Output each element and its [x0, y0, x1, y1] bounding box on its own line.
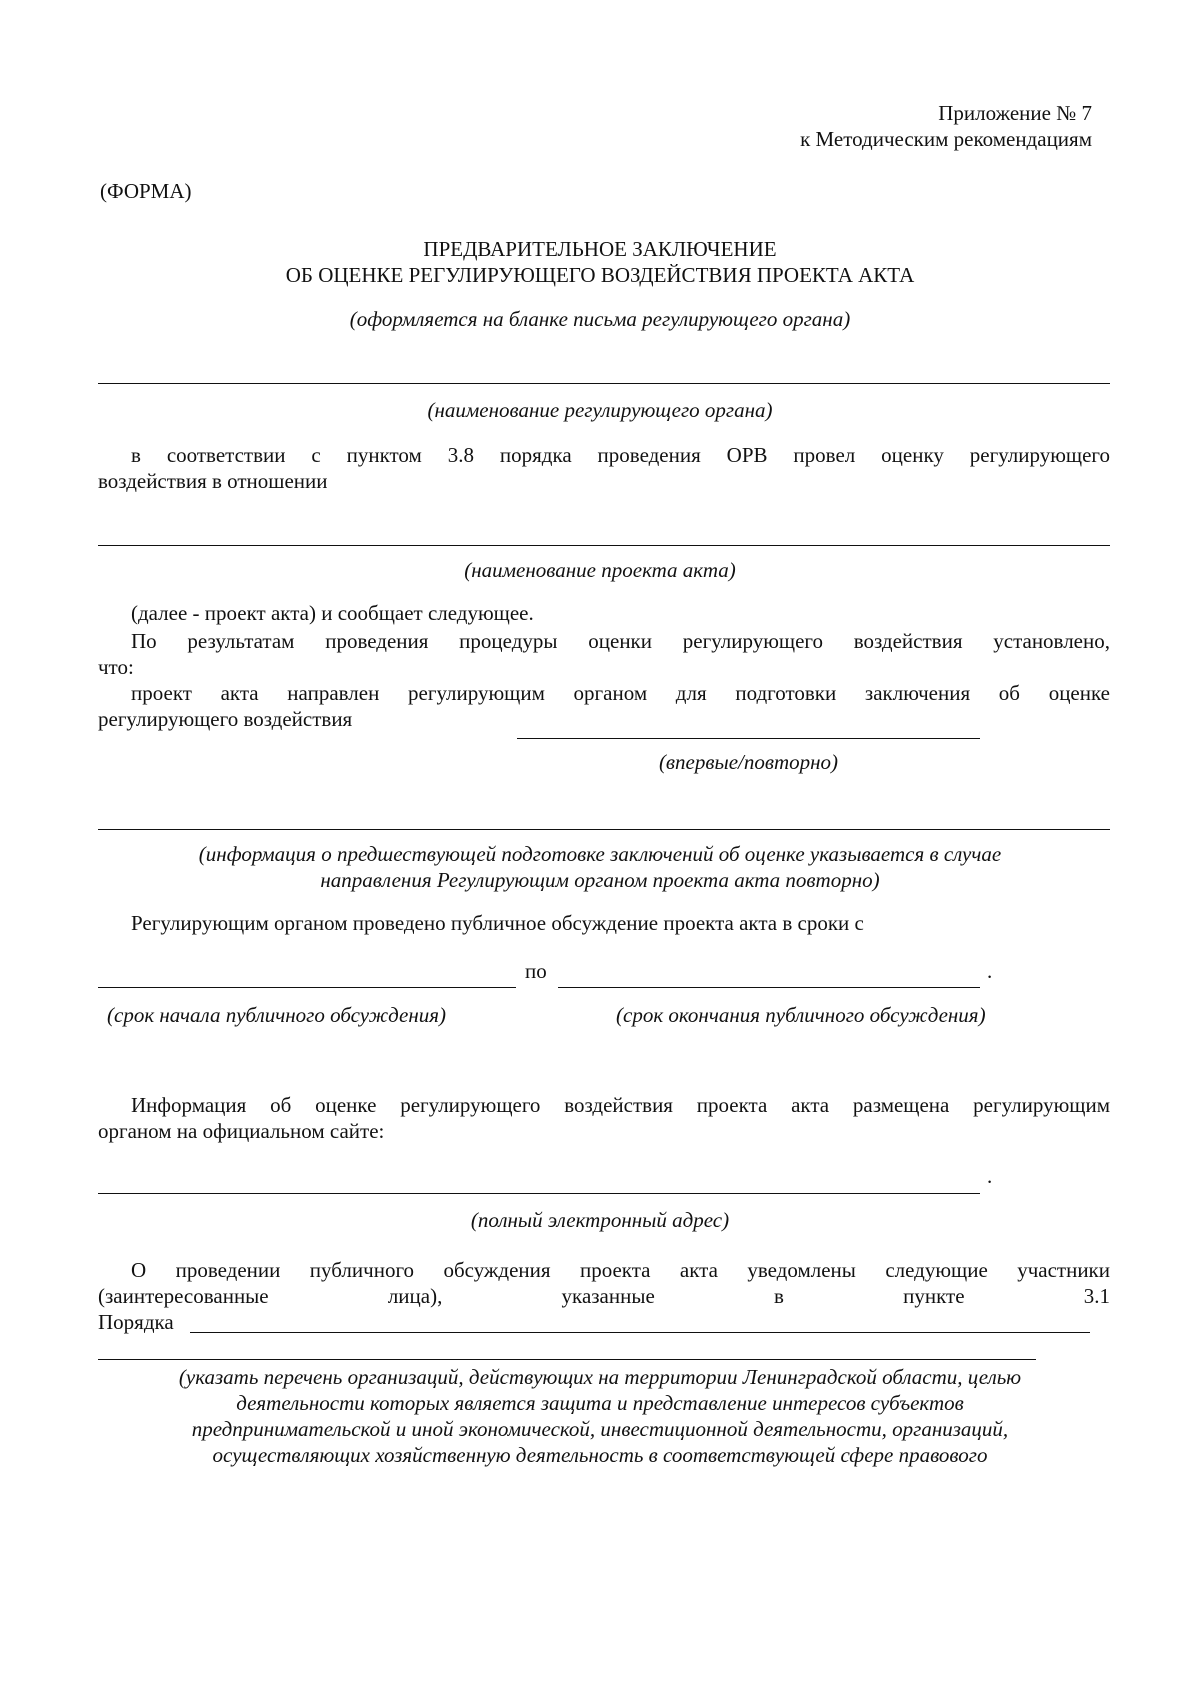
start-date-caption: (срок начала публичного обсуждения): [107, 1003, 446, 1027]
sent-paragraph-line1: проект акта направлен регулирующим органом для подготовки заключения об оценке: [131, 681, 1110, 705]
sent-paragraph-line2: регулирующего воздействия: [98, 707, 353, 731]
participants-line-2: [98, 1359, 1036, 1360]
participants-line-1: [190, 1332, 1090, 1333]
public-discussion-paragraph: Регулирующим органом проведено публичное обсуждение проекта акта в сроки с: [131, 911, 864, 935]
participants-caption-line4: осуществляющих хозяйственную деятельность в соответствующей сфере правового: [212, 1443, 988, 1467]
participants-caption-line1: (указать перечень организаций, действующих на территории Ленинградской области, целью: [178, 1365, 1022, 1389]
accordance-paragraph-line1: в соответствии с пунктом 3.8 порядка проведения ОРВ провел оценку регулирующего: [131, 443, 1110, 467]
results-paragraph-line1: По результатам проведения процедуры оценки регулирующего воздействия установлено,: [131, 629, 1110, 653]
document-title-line2: ОБ ОЦЕНКЕ РЕГУЛИРУЮЩЕГО ВОЗДЕЙСТВИЯ ПРОЕКТА АКТА: [285, 263, 915, 287]
appendix-reference: к Методическим рекомендациям: [800, 127, 1092, 151]
info-paragraph-line2: органом на официальном сайте:: [98, 1119, 385, 1143]
previous-info-line: [98, 829, 1110, 830]
appendix-number: Приложение № 7: [938, 101, 1092, 125]
info-paragraph-line1: Информация об оценке регулирующего воздействия проекта акта размещена регулирующим: [131, 1093, 1110, 1117]
date-range-to-word: по: [525, 959, 547, 983]
act-name-line: [98, 545, 1110, 546]
start-date-line: [98, 987, 516, 988]
previous-info-caption-line2: направления Регулирующим органом проекта акта повторно): [320, 868, 880, 892]
address-caption: (полный электронный адрес): [470, 1208, 730, 1232]
accordance-paragraph-line2: воздействия в отношении: [98, 469, 328, 493]
participants-caption-line3: предпринимательской и иной экономической, инвестиционной деятельности, организаций,: [191, 1417, 1009, 1441]
previous-info-caption-line1: (информация о предшествующей подготовке заключений об оценке указывается в случае: [198, 842, 1002, 866]
first-repeat-line: [517, 738, 980, 739]
end-date-line: [558, 987, 980, 988]
document-title-line1: ПРЕДВАРИТЕЛЬНОЕ ЗАКЛЮЧЕНИЕ: [423, 237, 777, 261]
end-date-caption: (срок окончания публичного обсуждения): [616, 1003, 986, 1027]
notified-paragraph-line1: О проведении публичного обсуждения проекта акта уведомлены следующие участники: [131, 1258, 1110, 1282]
regulator-name-caption: (наименование регулирующего органа): [427, 398, 773, 422]
results-paragraph-line2: что:: [98, 655, 134, 679]
address-line: [98, 1193, 980, 1194]
act-name-caption: (наименование проекта акта): [464, 558, 736, 582]
form-label: (ФОРМА): [100, 179, 192, 203]
date-range-period: .: [987, 959, 993, 983]
address-period: .: [987, 1164, 993, 1188]
first-repeat-caption: (впервые/повторно): [658, 750, 839, 774]
notified-paragraph-line3: Порядка: [98, 1310, 174, 1334]
notified-paragraph-line2: (заинтересованные лица), указанные в пункте 3.1: [98, 1284, 1110, 1308]
regulator-name-line: [98, 383, 1110, 384]
participants-caption-line2: деятельности которых является защита и представление интересов субъектов: [236, 1391, 964, 1415]
letterhead-note: (оформляется на бланке письма регулирующего органа): [349, 307, 851, 331]
hereinafter-paragraph: (далее - проект акта) и сообщает следующее.: [131, 601, 534, 625]
